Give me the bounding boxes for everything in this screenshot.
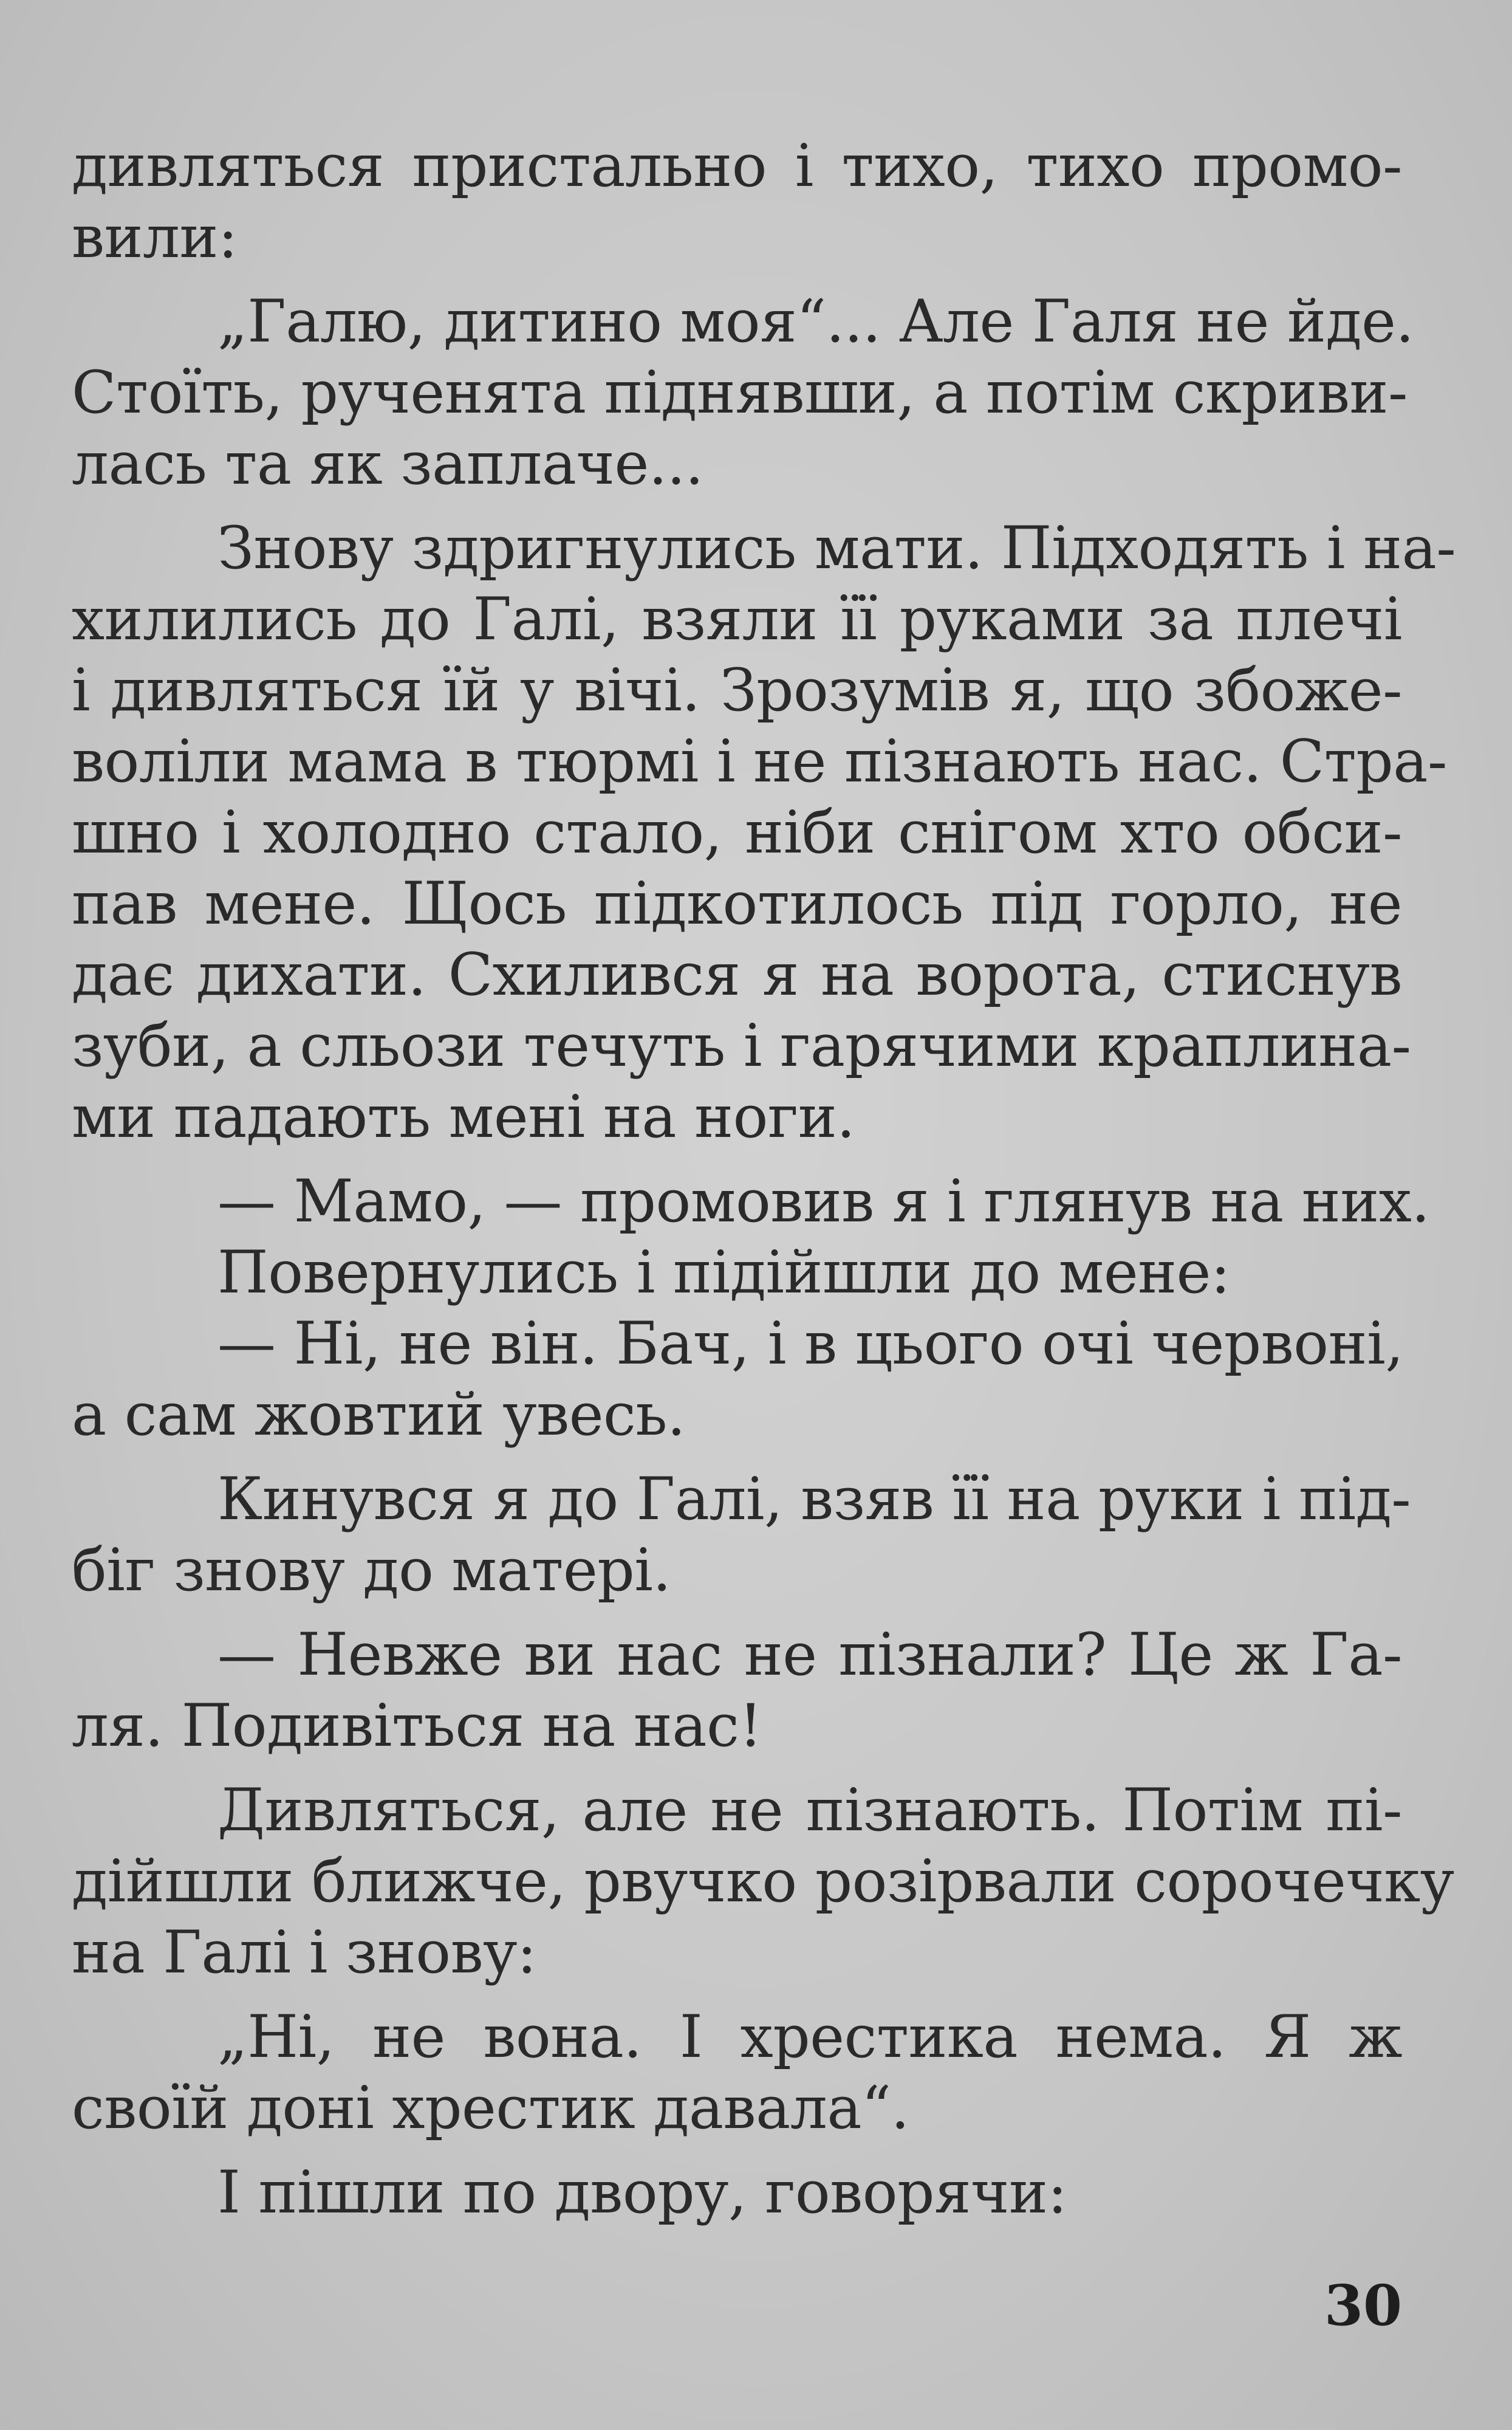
text-line: дивляться пристально і тихо, тихо промо- — [72, 132, 1402, 200]
text-line: І пішли по двору, говорячи: — [217, 2158, 1067, 2226]
text-line: дійшли ближче, рвучко розірвали сорочечку — [72, 1847, 1454, 1915]
text-line: пав мене. Щось підкотилось під горло, не — [72, 870, 1402, 938]
text-line: зуби, а сльози течуть і гарячими краплина- — [72, 1012, 1411, 1080]
text-line: дає дихати. Схилився я на ворота, стиснув — [72, 941, 1402, 1009]
text-line: — Мамо, — промовив я і глянув на них. — [217, 1167, 1430, 1235]
text-line: Повернулись і підійшли до мене: — [217, 1238, 1230, 1306]
text-line: Дивляться, але не пізнають. Потім пі- — [217, 1776, 1402, 1844]
page-text — [72, 131, 1456, 2228]
text-line: біг знову до матері. — [72, 1536, 671, 1604]
text-line: воліли мама в тюрмі і не пізнають нас. Стра- — [72, 727, 1447, 795]
text-line: а сам жовтий увесь. — [72, 1381, 686, 1449]
text-line: шно і холодно стало, ніби снігом хто обси- — [72, 798, 1402, 867]
text-line: — Ні, не він. Бач, і в цього очі червоні, — [217, 1309, 1404, 1378]
text-line: на Галі і знову: — [72, 1918, 536, 1986]
text-line: Кинувся я до Галі, взяв її на руки і під- — [217, 1465, 1411, 1533]
page-number: 30 — [1324, 2273, 1403, 2338]
text-line: і дивляться їй у вічі. Зрозумів я, що збоже- — [72, 656, 1402, 724]
text-line: своїй доні хрестик давала“. — [72, 2074, 909, 2142]
text-line: лась та як заплаче... — [72, 430, 703, 498]
text-line: хилились до Галі, взяли її руками за плечі — [72, 585, 1402, 653]
text-line: ми падають мені на ноги. — [72, 1083, 855, 1151]
text-line: ля. Подивіться на нас! — [72, 1692, 762, 1760]
text-line: вили: — [72, 203, 238, 271]
text-line: „Галю, дитино моя“... Але Галя не йде. — [217, 287, 1414, 355]
text-line: „Ні, не вона. І хрестика нема. Я ж — [217, 2003, 1402, 2071]
text-line: — Невже ви нас не пізнали? Це ж Га- — [217, 1621, 1402, 1689]
text-line: Стоїть, рученята піднявши, а потім скриви- — [72, 359, 1408, 427]
text-line: Знову здригнулись мати. Підходять і на- — [217, 514, 1456, 582]
